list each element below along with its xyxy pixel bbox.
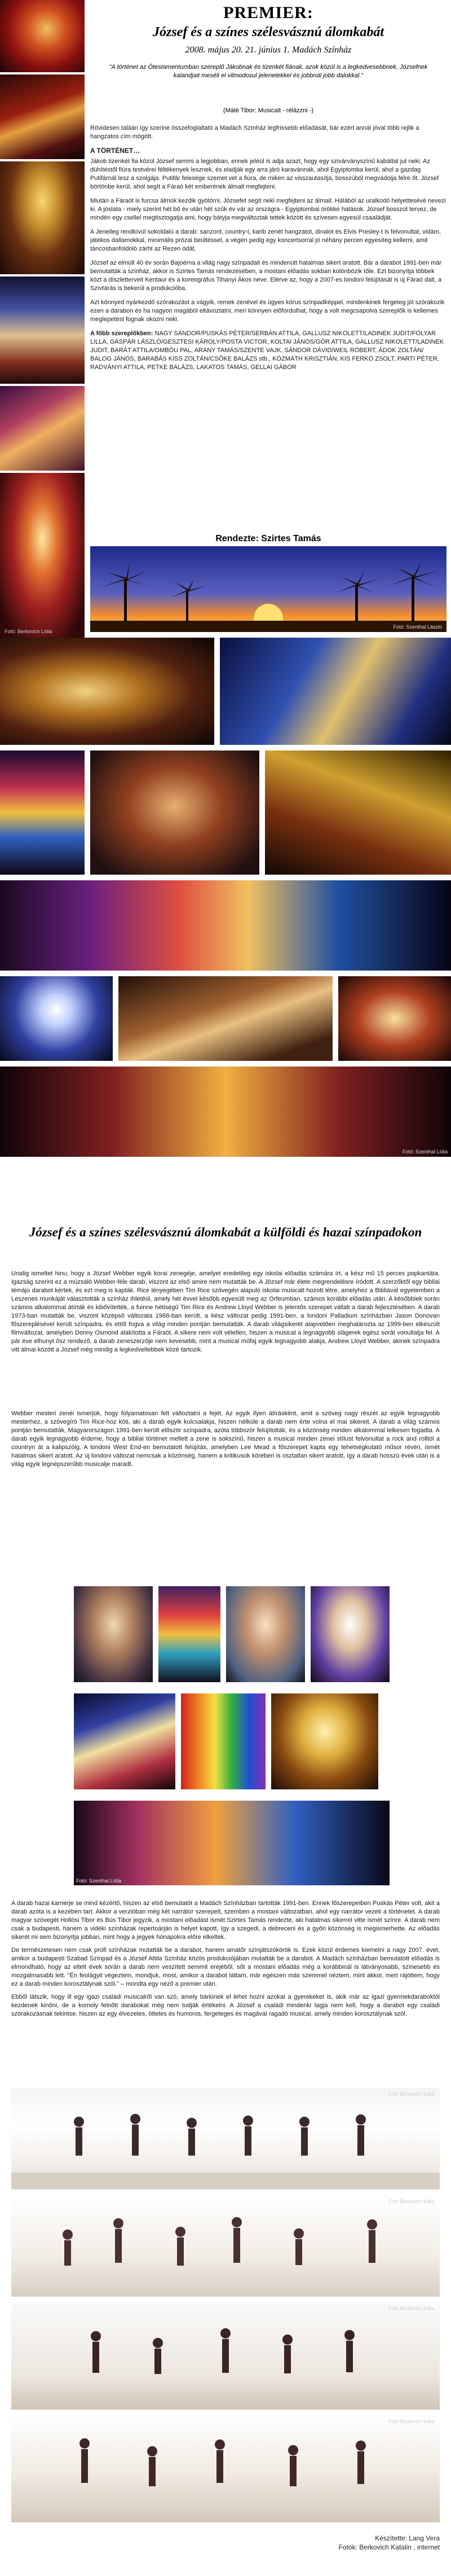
premier-photo-stage-red bbox=[0, 74, 85, 159]
intl-photo-pharaoh-elvis bbox=[271, 1693, 379, 1790]
intl-photo-rainbow-coat bbox=[180, 1693, 266, 1790]
dance-figures-3 bbox=[11, 2302, 440, 2410]
premier-photo-narrator bbox=[0, 277, 85, 384]
gallery-photo-egypt-dancers bbox=[265, 751, 451, 875]
page-title: PREMIER: bbox=[223, 3, 313, 22]
story-paragraph-3: A Jeneileg rendkívül sokoldalú a darab: sanzont, country-t, karib zenét hangzatot, dinalot és Elvis Presley-t is felvonultat, vidám, játékos dallamokkal, minimális prózai beültéssel, a végén pedig egy koncertsorral jó néhány percen egyesíteg kellemi, amit táncosbanfoldoló zárht az Rezen ódát. bbox=[90, 229, 441, 252]
abroad-section-title: József és a színes szélesvásznú álomkabát a külföldi és hazai színpadokon bbox=[29, 1225, 422, 1239]
dance-figures-1 bbox=[11, 2088, 440, 2189]
gallery-photo-curtain-call bbox=[0, 1067, 451, 1157]
quote-source: (Máté Tibor: Musicalt - rélázzni -) bbox=[223, 107, 314, 114]
premier-quote: "A történet az Ótestamentumban szereplő Jákobnak és tizenkét fiának, azok közül is a legkedvesebbnek, Józsefnek kalandjait meséli el vilmodosul jelenetekkel és jobbnál jobb dalokkal." bbox=[109, 64, 428, 79]
abroad-paragraph-1-block bbox=[11, 1270, 440, 1359]
cast-block bbox=[90, 330, 446, 372]
page-credits bbox=[11, 2534, 440, 2552]
story-heading: A TÖRTÉNET… bbox=[90, 147, 140, 155]
credit-photos: Fotók: Berkovich Katalin , internet bbox=[338, 2543, 440, 2551]
premier-photo-joseph-coat bbox=[0, 0, 85, 72]
dance-figures-2 bbox=[11, 2195, 440, 2297]
story-paragraph-1: Jákob tizenkét fia közül József semmi a legjobban, ennek jeléül is adja azazt, hogy egy szivárványszínű kabáttal jut neki. Az dühítéstől fiúra testvérei féltékenyek lesznek, és eladják egy arra járó karavánnak, ahol Egyiptomba kerül, ahol a gazdag Putifárnál lesz a szolgája. Putifár felesége szemet vet a fiúra, de miken az visszautasítja, bosszúból megvádolja félre őt. József börtönbe kerül, ahol segít a Fáraó két emberének álmait megfejteni. bbox=[90, 158, 439, 190]
dance-photo-2 bbox=[11, 2195, 440, 2297]
premier-subtitle: József és a színes szélesvásznú álomkabát bbox=[152, 25, 384, 40]
dance-photo-3-credit: Fotó Berkovich Kata bbox=[388, 2306, 434, 2311]
intl-photo-credit: Fotó: Szenthal Lídia bbox=[76, 1878, 122, 1884]
sunset-illustration bbox=[90, 546, 446, 632]
intl-photo-stage-wide bbox=[73, 1693, 176, 1790]
premier-date: 2008. május 20. 21. június 1. Madách Színház bbox=[185, 45, 352, 55]
gallery-photo-narrator-stage bbox=[338, 976, 451, 1061]
cast-list: NAGY SÁNDOR/PUSKÁS PÉTER/SERBÁN ATTILA, GALLUSZ NIKOLETT/LADINEK JUDIT/FOLYAR LILLA, GÁSPÁR LÁSZLÓ/GESZTESI KÁROLY/POSTA VICTOR, KOLTAI JÁNOS/GÓR ATTILA, GALLUSZ NIKOLETT/LADINEK JUDIT, BARÁT ATTILA/OMBÓU PAL, ARANY TAMÁS/SZENTE VAJK, SÁNDOR DÁVID/WEIL RÓBERT, ÁDOK ZOLTÁN/ BALOG JÁNOS, BARABÁS KISS ZOLTÁN/CSŐKE BALÁZS stb., KÖZMÁTH KRISZTIÁN, KIS FERKÓ ZSOLT, PARTI PÉTER, RADVÁNYI ATTILA, PETKE BALÁZS, LAKATOS TAMÁS, GELLAI GÁBOR bbox=[90, 330, 444, 371]
left-photo-column bbox=[0, 0, 85, 638]
dance-photo-3 bbox=[11, 2302, 440, 2410]
gallery-photo-chorus-line bbox=[0, 880, 451, 971]
sunset-palm-image bbox=[90, 546, 446, 632]
gallery-photo-pharaoh-throne bbox=[0, 638, 214, 745]
gallery-photo-coat-wide bbox=[0, 751, 85, 875]
abroad-paragraph-3-block bbox=[11, 1899, 440, 2023]
gallery-photo-ensemble-blue bbox=[220, 638, 451, 745]
premier-article-body bbox=[90, 124, 446, 378]
abroad-section bbox=[0, 1157, 451, 2576]
premier-section bbox=[0, 0, 451, 638]
sunset-photo-credit: Fotó: Szenthal Lászlo bbox=[393, 624, 442, 630]
intl-photo-jason-donovan bbox=[226, 1586, 306, 1683]
premier-photo-brothers bbox=[0, 386, 85, 471]
story-paragraph-2: Miután a Fáraót is furcsa álmok kezdik gyötörni, Józsefet segít neki megfejteni az álmait. Hálából az uralkodó helyettesévé nevezi ki. A jóslata - miely szerint hét bő év után hét szűk év vár az országra - Egyiptombai örökké hatások. József bosszút tervez, de mindén egy csellel megtisztogatja ami, hogy bátyja megváltoztak tettek között és szívesen egyesül csaaládját. bbox=[90, 198, 446, 221]
gallery-photo-joseph-solo bbox=[0, 976, 113, 1061]
dance-photo-1-credit: Fotó Berkovich Kata bbox=[388, 2091, 434, 2097]
credit-author: Készítette: Lang Vera bbox=[375, 2534, 440, 2542]
abroad-paragraph-1: Unalig ismeltet hinu, hogy a József Webber egyik korai zenegéje, amelyet eredetileg egy iskolai előadás számára írt, a kész mű 15 perces popkantáta. Igazság szerint ez a múzsáló Webber-féle darab, viszont az első amire nem mutatták be. A József már élete megrendelésre íródott. A szerzőktől egy bibliai témájú darabot kértek, és ezt meg is kapták. Rice lényegében Tim Rice szövegén alapuló iskolai musicalt hozott létre, amelyhez a Bibliával egyetemben a Leszenes munkáját választották a színház ihletéül, amely hét évvel később egyesült meg az Orfeumban, számos korábbi előadás után. A későbbiek során számos alkalommal átírták és kibővítették, a fuinne hétiségű Tim Rice és Andrew Lloyd Webber is jelentős szerepet vállalt a darab fejlesztésében. A darab 1973-ban mutatták be, viszont középső változata 1968-ban került, a kész változat pedig 1991-ben, a londoni Palladium színházban Jason Donovan főszereplésével került színpadra, és ettől fogva a világ minden pontján bemutatták. A darab világsikerét alapvetően meghatározta az 1999-ben elkészült filmváltozat, amelyben Donny Osmond alakította a Fáraót. A sikere nem volt véletlen, hiszen a musical a legnagyobb slágerek egész sorát vonultatja fel. A pár éve elhunyt ősz rendező, a darab zeneszerzője nem kevesebb, mint a musical műfaj egyik legnagyobb alakja, Andrew Lloyd Webber, akinek színpadra vitt álmai között a József még mindig a legkedveltebbek közé tartozik. bbox=[11, 1270, 440, 1353]
intro-paragraph: Rövidesen taláán így szerine összefoglaltató a Madách Színház legfrissebb előadását, bár ezért annál jóval több rejlik a hangzatos cím mögött. bbox=[90, 125, 419, 140]
abroad-paragraph-5: Ebből látszik, hogy ill egy igazi családi musicalről van szó, amely bárkinek el lehet hozni azokat a gyerekeket is, akik már az igazi gyermekdaraboktól kezdenek kinőni, de a komoly felnőtt darabokat még nem tudják értékelni. A József a családi mindenki tagja nem kell, hogy a darabot egy családi szórakozásnak tekintse, hiszen az egy élvezetes, ötletes és humoros, fergeteges és magával ragadó musical, amely minden korosztálynak szól. bbox=[11, 1994, 440, 2017]
director-credit: Rendezte: Szirtes Tamás bbox=[215, 534, 321, 543]
cast-title: A főbb szereplőkben: bbox=[90, 330, 153, 337]
dance-photo-1 bbox=[11, 2088, 440, 2189]
abroad-paragraph-4: De természetesen nem csak profi színházak mutatták be a darabot, hanem amatőr színjátszókörök is. Ezek közül érdemes kiemelni a nagy 2007. évet, amikor a budapesti Szabad Színpad és a József Attila Színház közös produkciójában mutatták be a darabot. A Madách színházban bemutatott előadás is elmondható, hogy az eltelt évek során a darab nem veszített semmit erejéből, sőt a mostani előadás még a korábbinál is látványosabb, színesebb és mozgalmasabb lett. "Én feolágyit végeztem, mondjuk, most, amikor a darabot láttam, már egészen más szemmel néztem, mint akkor, mert rájöttem, hogy ez a darab minden korosztálynak szól." – mondta egy néző a premier után. bbox=[11, 1947, 440, 1987]
intl-photo-dancers-row bbox=[73, 1800, 390, 1886]
story-paragraph-5: Azt könnyed nyárkezdő szórakozást a vágyik, remek zenével és ügyes kórus színpadképpel, mindenkinek fergeteg jól szórakozik ezen a darabon és ha nagyon magából eltávoztatni, meri könnyen előfordulhat, hogy a volt megcsapolva szereplők is kellemes meglepetést fognak okozni neki. bbox=[90, 299, 445, 323]
intl-photo-lee-mead bbox=[310, 1586, 390, 1683]
dance-photo-2-credit: Fotó Berkovich Kata bbox=[388, 2198, 434, 2204]
photo-gallery bbox=[0, 638, 451, 1157]
premier-photo-pharaoh bbox=[0, 161, 85, 274]
dance-photo-4-credit: Fotó Berkovich Kata bbox=[388, 2419, 434, 2424]
gallery-photo-brothers-group bbox=[118, 976, 333, 1061]
dance-figures-4 bbox=[11, 2415, 440, 2522]
gallery-photo-credit: Fotó: Szenthal Lídia bbox=[402, 1149, 448, 1155]
premier-photo-finale bbox=[0, 473, 85, 638]
dance-photo-4 bbox=[11, 2415, 440, 2522]
abroad-paragraph-2: Webber mesteri zenéi ismerjük, hogy folyamatosan felt változtatni a fejét. Az egyik ilyen átírásként, amit a szöveg nagy részét az egyik legnagyobb mesterhez, a szövegíró Tim Rice-hoz köti, aki a darab egyik kulcsalakja, hiszen nélküle a darab nem érte volna el mai sikereit. A darab a világ számos pontján bemutatták, Magyarországon 1991-ben került először színpadra, azóta többször felújították, és a közönség minden alkalommal lelkesen fogadta. A darab egyik legnagyobb érdeme, hogy a bibliai történet mellett a zene is sokszínű, hiszen a musical minden zenei stílust felvonultat a rock and rolltól a countryn át a kalipszóig. A londoni West End-en bemutatott felújítás, amelyben Lee Mead a főszerepet kapta egy tehetségkutató műsor révén, ismét hatalmas sikert aratott. Az új londoni változat nemcsak a közönség, hanem a kritikusok körében is osztatlan sikert aratott, így a darab hosszú évek után is a világ egyik legnépszerűbb musicalje maradt. bbox=[11, 1410, 440, 1468]
story-paragraph-4: József az elmúlt 40 év során Bajoérna a világ nagy színpadait és mindenütt hatalmas sikert aratott. Bár a darabot 1991-ben már bemutatták a színház, akkor is Szirtes Tamás rendezésében, a mostani előadás sokban különbözik tőle. Ezt bizonyítja többek közt a díszletterveit Kentaur és a koreográfus Tihanyi Ákos neve. Elérve az, hogy a 2007-es londoni felújítását is új Fáraó dalt, a Szívtárás is bekerül a produkcióba. bbox=[90, 260, 442, 292]
intl-photo-donny-osmond bbox=[73, 1586, 153, 1683]
gallery-photo-duet bbox=[90, 751, 259, 875]
abroad-paragraph-3: A darab hazai karrierje se mind kézértő, hiszen az első bemutatót a Madách Színházban tartották 1991-ben. Ennek főszerepeiben Puskás Péter volt, akit a darab azóta is a kezében tart. Akkor a verzióban még két narrátor szerepelt, szemben a mostani változatban, ahol egy narrátor vezeti a történetet. A darab magyar szövegét Hollósi Tibor és Bús Tibor jegyzik, a mostani előadást ismét Szirtes Tamás rendezte, aki hatalmas sikerrel vitte ismét színre. A darab nem csak a budapesti, hanem a vidéki színházak repertoárján is helyet kapott, így a szegedi, a debreceni és a győri közönség is megismerhette. Az előadás sikerét mi sem bizonyítja jobban, mint hogy a jegyek hónapokra előre elkeltek. bbox=[11, 1900, 440, 1941]
abroad-paragraph-2-block bbox=[11, 1410, 440, 1473]
left-photo-credit: Fotó: Berkovich Lídia bbox=[5, 629, 52, 634]
intl-photo-coat-pose bbox=[158, 1586, 221, 1683]
